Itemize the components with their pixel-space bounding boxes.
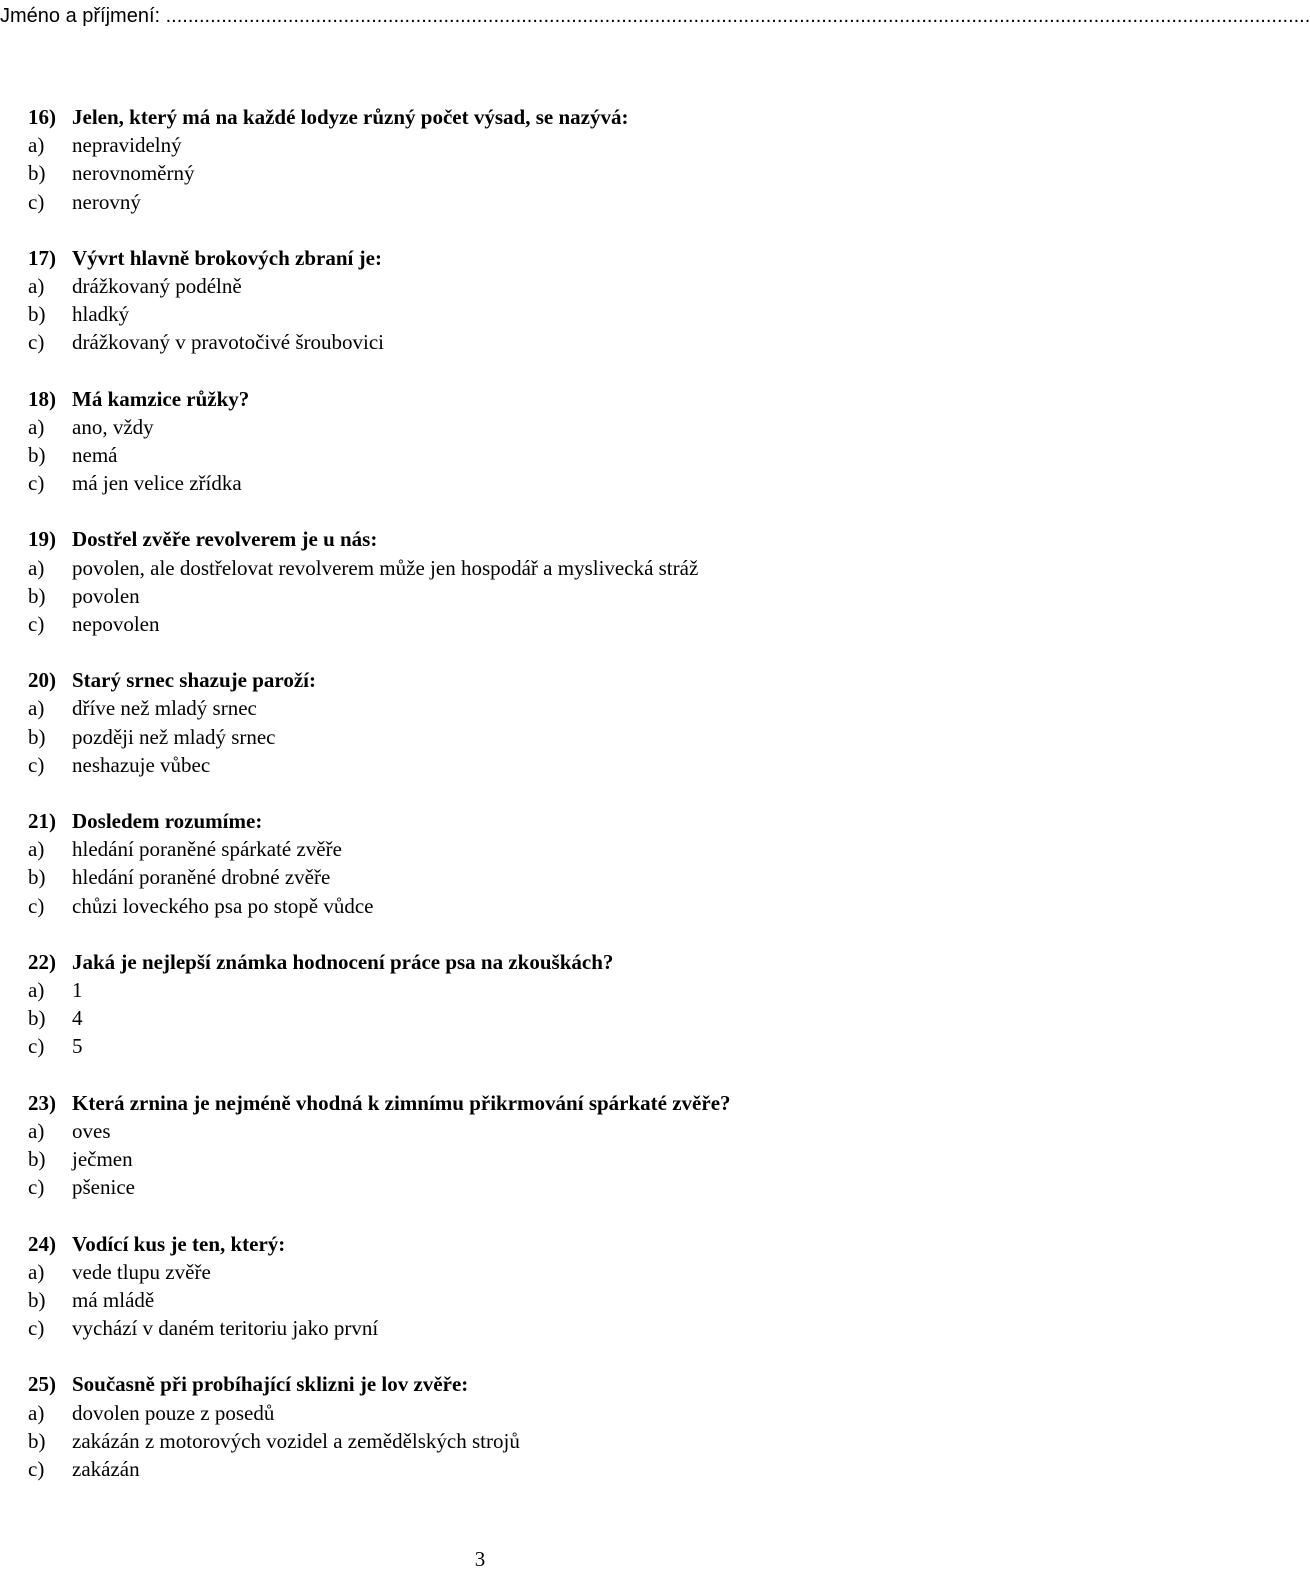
option-letter: b) xyxy=(28,1006,46,1031)
option-text: nerovný xyxy=(72,189,141,214)
question-title xyxy=(28,948,948,976)
answer-option xyxy=(28,131,948,159)
question-16 xyxy=(28,103,948,216)
question-17 xyxy=(28,244,948,357)
answer-option xyxy=(28,441,948,469)
option-letter: c) xyxy=(28,1316,45,1341)
question-title xyxy=(28,103,948,131)
option-text: vede tlupu zvěře xyxy=(72,1259,211,1284)
option-text: chůzi loveckého psa po stopě vůdce xyxy=(72,893,374,918)
option-text: nemá xyxy=(72,443,118,468)
question-number: 20) xyxy=(28,668,56,693)
question-title xyxy=(28,1370,948,1398)
option-text: ano, vždy xyxy=(72,414,154,439)
question-22 xyxy=(28,948,948,1061)
option-letter: b) xyxy=(28,583,46,608)
option-text: 1 xyxy=(72,978,83,1003)
option-letter: a) xyxy=(28,1400,45,1425)
question-title xyxy=(28,525,948,553)
option-text: nerovnoměrný xyxy=(72,161,195,186)
option-text: později než mladý srnec xyxy=(72,724,276,749)
answer-option xyxy=(28,1455,948,1483)
question-number: 18) xyxy=(28,386,56,411)
question-number: 24) xyxy=(28,1231,56,1256)
answer-option xyxy=(28,892,948,920)
answer-option xyxy=(28,835,948,863)
answer-option xyxy=(28,272,948,300)
option-letter: a) xyxy=(28,414,45,439)
question-text: Jaká je nejlepší známka hodnocení práce psa na zkouškách? xyxy=(72,949,614,974)
option-letter: b) xyxy=(28,1147,46,1172)
answer-option xyxy=(28,723,948,751)
option-letter: a) xyxy=(28,133,45,158)
answer-option xyxy=(28,469,948,497)
option-letter: a) xyxy=(28,1118,45,1143)
answer-option xyxy=(28,1145,948,1173)
answer-option xyxy=(28,1258,948,1286)
option-letter: c) xyxy=(28,330,45,355)
answer-option xyxy=(28,1399,948,1427)
question-number: 23) xyxy=(28,1090,56,1115)
question-list xyxy=(28,103,948,1511)
option-text: povolen xyxy=(72,583,140,608)
answer-option xyxy=(28,328,948,356)
question-title xyxy=(28,1230,948,1258)
option-letter: a) xyxy=(28,1259,45,1284)
option-letter: c) xyxy=(28,893,45,918)
question-text: Má kamzice růžky? xyxy=(72,386,250,411)
answer-option xyxy=(28,694,948,722)
name-field-label: Jméno a příjmení: .............................................................................................................................................................................................................. xyxy=(0,5,1310,27)
option-text: zakázán xyxy=(72,1456,140,1481)
answer-option xyxy=(28,1173,948,1201)
option-letter: a) xyxy=(28,978,45,1003)
option-text: drážkovaný v pravotočivé šroubovici xyxy=(72,330,384,355)
question-text: Vodící kus je ten, který: xyxy=(72,1231,286,1256)
option-text: dříve než mladý srnec xyxy=(72,696,257,721)
question-text: Starý srnec shazuje paroží: xyxy=(72,668,316,693)
option-letter: b) xyxy=(28,865,46,890)
option-letter: a) xyxy=(28,555,45,580)
answer-option xyxy=(28,1004,948,1032)
option-text: hledání poraněné spárkaté zvěře xyxy=(72,837,342,862)
answer-option xyxy=(28,1427,948,1455)
option-text: oves xyxy=(72,1118,111,1143)
option-text: hladký xyxy=(72,302,130,327)
option-text: nepovolen xyxy=(72,612,160,637)
option-letter: b) xyxy=(28,161,46,186)
option-text: 5 xyxy=(72,1034,83,1059)
option-text: dovolen pouze z posedů xyxy=(72,1400,275,1425)
question-25 xyxy=(28,1370,948,1483)
answer-option xyxy=(28,1032,948,1060)
option-letter: b) xyxy=(28,443,46,468)
question-number: 21) xyxy=(28,809,56,834)
question-text: Dosledem rozumíme: xyxy=(72,809,263,834)
option-letter: c) xyxy=(28,1034,45,1059)
option-text: má mládě xyxy=(72,1287,155,1312)
question-text: Vývrt hlavně brokových zbraní je: xyxy=(72,245,382,270)
answer-option xyxy=(28,159,948,187)
question-title xyxy=(28,807,948,835)
option-text: neshazuje vůbec xyxy=(72,752,211,777)
option-text: drážkovaný podélně xyxy=(72,274,242,299)
question-18 xyxy=(28,385,948,498)
question-text: Současně při probíhající sklizni je lov zvěře: xyxy=(72,1372,469,1397)
question-23 xyxy=(28,1089,948,1202)
option-letter: c) xyxy=(28,612,45,637)
answer-option xyxy=(28,863,948,891)
answer-option xyxy=(28,1117,948,1145)
question-text: Jelen, který má na každé lodyze různý počet výsad, se nazývá: xyxy=(72,105,629,129)
question-title xyxy=(28,666,948,694)
answer-option xyxy=(28,582,948,610)
option-text: povolen, ale dostřelovat revolverem může jen hospodář a myslivecká stráž xyxy=(72,555,699,580)
question-text: Dostřel zvěře revolverem je u nás: xyxy=(72,527,378,552)
question-number: 22) xyxy=(28,949,56,974)
question-text: Která zrnina je nejméně vhodná k zimnímu přikrmování spárkaté zvěře? xyxy=(72,1090,731,1115)
option-letter: b) xyxy=(28,724,46,749)
option-text: zakázán z motorových vozidel a zemědělských strojů xyxy=(72,1428,520,1453)
option-letter: a) xyxy=(28,696,45,721)
option-letter: b) xyxy=(28,1287,46,1312)
answer-option xyxy=(28,1314,948,1342)
option-text: má jen velice zřídka xyxy=(72,471,242,496)
option-letter: c) xyxy=(28,1175,45,1200)
option-letter: c) xyxy=(28,1456,45,1481)
question-24 xyxy=(28,1230,948,1343)
option-text: ječmen xyxy=(72,1147,133,1172)
option-letter: c) xyxy=(28,471,45,496)
answer-option xyxy=(28,976,948,1004)
option-text: hledání poraněné drobné zvěře xyxy=(72,865,331,890)
option-letter: a) xyxy=(28,274,45,299)
question-20 xyxy=(28,666,948,779)
answer-option xyxy=(28,188,948,216)
question-title xyxy=(28,244,948,272)
answer-option xyxy=(28,300,948,328)
question-number: 17) xyxy=(28,245,56,270)
question-number: 16) xyxy=(28,105,56,129)
question-number: 25) xyxy=(28,1372,56,1397)
option-text: nepravidelný xyxy=(72,133,182,158)
answer-option xyxy=(28,554,948,582)
option-letter: a) xyxy=(28,837,45,862)
question-19 xyxy=(28,525,948,638)
option-text: 4 xyxy=(72,1006,83,1031)
option-letter: c) xyxy=(28,189,45,214)
answer-option xyxy=(28,751,948,779)
question-21 xyxy=(28,807,948,920)
option-letter: c) xyxy=(28,752,45,777)
answer-option xyxy=(28,413,948,441)
option-letter: b) xyxy=(28,302,46,327)
answer-option xyxy=(28,1286,948,1314)
question-title xyxy=(28,385,948,413)
page-number: 3 xyxy=(474,1547,486,1571)
question-title xyxy=(28,1089,948,1117)
option-text: vychází v daném teritoriu jako první xyxy=(72,1316,379,1341)
question-number: 19) xyxy=(28,527,56,552)
answer-option xyxy=(28,610,948,638)
option-text: pšenice xyxy=(72,1175,135,1200)
option-letter: b) xyxy=(28,1428,46,1453)
